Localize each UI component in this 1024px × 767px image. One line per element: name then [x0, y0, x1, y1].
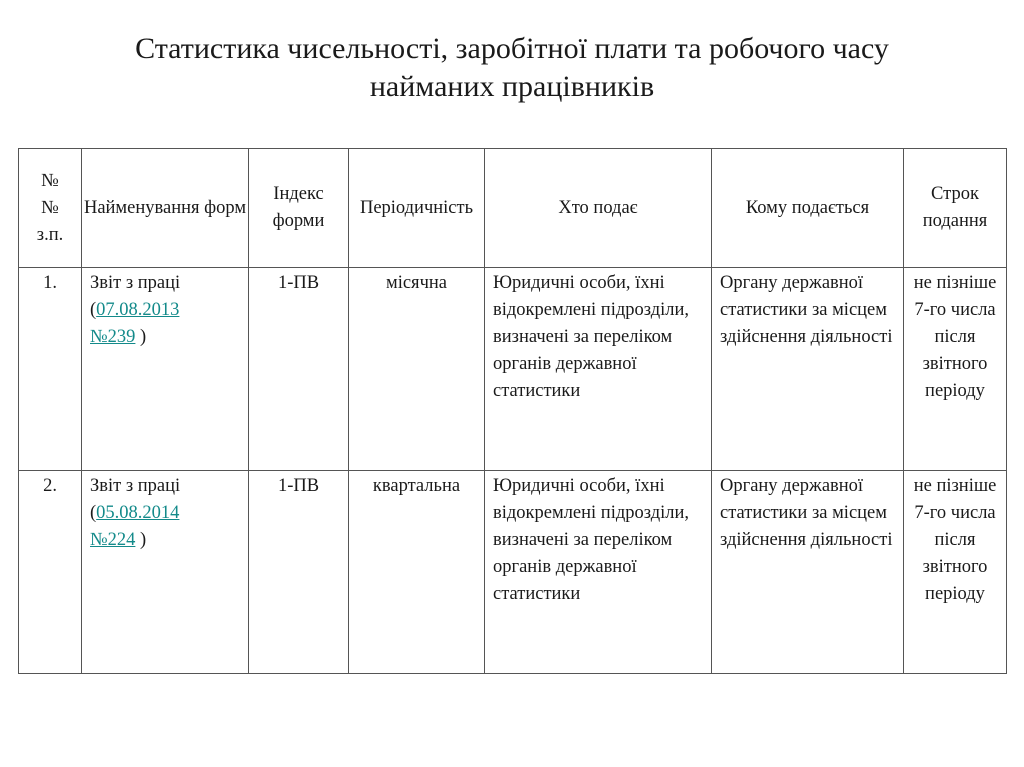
- title-line-1: Статистика чисельності, заробітної плати та робочого часу: [135, 32, 889, 65]
- cell-period: місячна: [349, 268, 485, 471]
- cell-to-whom: Органу державної статистики за місцем здійснення діяльності: [712, 268, 904, 471]
- cell-term: не пізніше 7-го числа після звітного періоду: [904, 471, 1007, 674]
- cell-index: 1-ПВ: [249, 268, 349, 471]
- cell-num: 1.: [19, 268, 82, 471]
- decree-number-link[interactable]: №224: [90, 530, 136, 550]
- header-period: Періодичність: [349, 149, 485, 268]
- cell-num: 2.: [19, 471, 82, 674]
- cell-period: квартальна: [349, 471, 485, 674]
- table-row: [19, 268, 1007, 471]
- decree-number-link[interactable]: №239: [90, 327, 136, 347]
- header-to-whom: Кому подається: [712, 149, 904, 268]
- header-term: Строк подання: [904, 149, 1007, 268]
- cell-index: 1-ПВ: [249, 471, 349, 674]
- cell-who: Юридичні особи, їхні відокремлені підрозділи, визначені за переліком органів державної статистики: [485, 268, 712, 471]
- cell-who: Юридичні особи, їхні відокремлені підрозділи, визначені за переліком органів державної статистики: [485, 471, 712, 674]
- header-num: № № з.п.: [19, 149, 82, 268]
- header-who: Хто подає: [485, 149, 712, 268]
- title-line-2: найманих працівників: [369, 70, 655, 103]
- forms-table: [18, 148, 1007, 674]
- cell-term: не пізніше 7-го числа після звітного періоду: [904, 268, 1007, 471]
- cell-name: Звіт з праці (05.08.2014 №224 ): [82, 471, 249, 674]
- cell-name: Звіт з праці (07.08.2013 №239 ): [82, 268, 249, 471]
- cell-to-whom: Органу державної статистики за місцем здійснення діяльності: [712, 471, 904, 674]
- header-index: Індекс форми: [249, 149, 349, 268]
- page-title: [0, 30, 1024, 106]
- decree-date-link[interactable]: 05.08.2014: [96, 503, 180, 523]
- table-row: [19, 471, 1007, 674]
- header-name: Найменування форм: [82, 149, 249, 268]
- decree-date-link[interactable]: 07.08.2013: [96, 300, 180, 320]
- table-header-row: [19, 149, 1007, 268]
